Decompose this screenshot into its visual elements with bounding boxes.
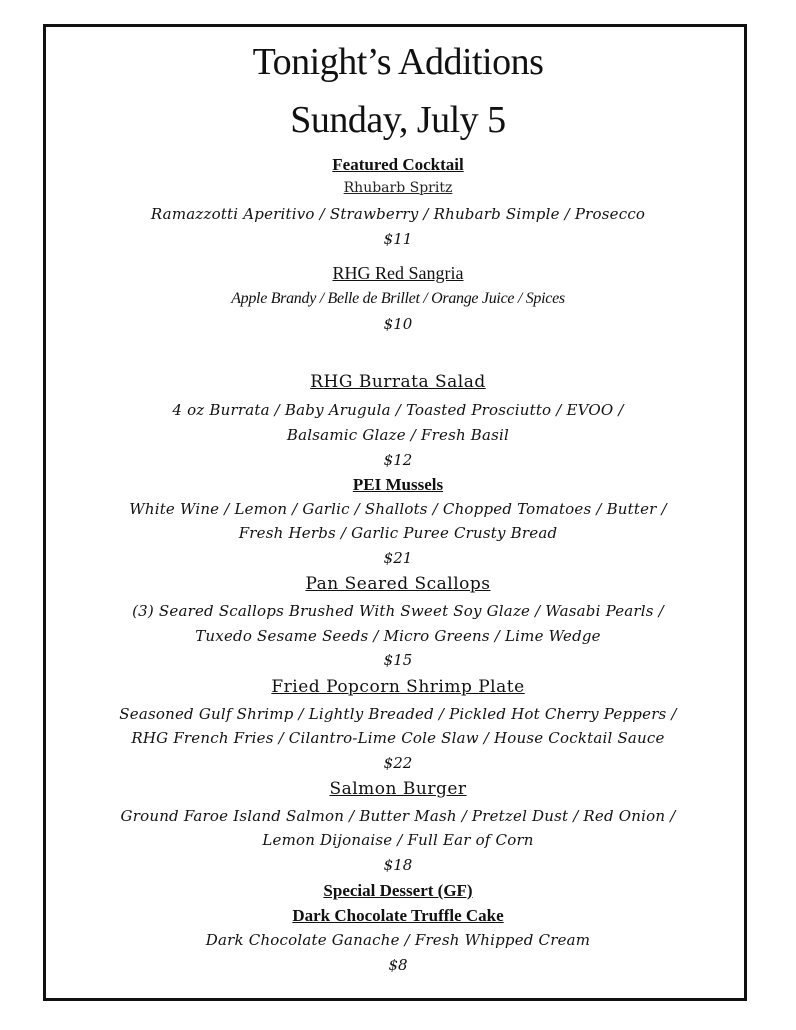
shrimp-description-2: RHG French Fries / Cilantro-Lime Cole Slaw / House Cocktail Sauce xyxy=(131,729,665,747)
salmon-price: $18 xyxy=(383,856,413,874)
mussels-description-1: White Wine / Lemon / Garlic / Shallots / Chopped Tomatoes / Butter / xyxy=(129,500,667,518)
dessert-price: $8 xyxy=(388,956,408,974)
burrata-description-2: Balsamic Glaze / Fresh Basil xyxy=(286,426,510,444)
cocktail-name: Rhubarb Spritz xyxy=(343,180,453,196)
shrimp-heading: Fried Popcorn Shrimp Plate xyxy=(271,677,525,697)
sangria-description: Apple Brandy / Belle de Brillet / Orange Juice / Spices xyxy=(231,290,565,307)
cocktail-price: $11 xyxy=(383,230,413,248)
scallops-description-2: Tuxedo Sesame Seeds / Micro Greens / Lime Wedge xyxy=(195,627,601,645)
salmon-heading: Salmon Burger xyxy=(329,779,467,799)
scallops-description-1: (3) Seared Scallops Brushed With Sweet Soy Glaze / Wasabi Pearls / xyxy=(132,602,664,620)
cocktail-heading: Featured Cocktail xyxy=(332,155,464,174)
dessert-heading: Special Dessert (GF) xyxy=(323,881,473,900)
burrata-price: $12 xyxy=(383,451,413,469)
salmon-description-2: Lemon Dijonaise / Full Ear of Corn xyxy=(262,831,534,849)
mussels-description-2: Fresh Herbs / Garlic Puree Crusty Bread xyxy=(238,524,558,542)
mussels-price: $21 xyxy=(383,549,413,567)
scallops-heading: Pan Seared Scallops xyxy=(305,574,491,594)
shrimp-price: $22 xyxy=(383,754,413,772)
burrata-description-1: 4 oz Burrata / Baby Arugula / Toasted Prosciutto / EVOO / xyxy=(172,401,624,419)
salmon-description-1: Ground Faroe Island Salmon / Butter Mash / Pretzel Dust / Red Onion / xyxy=(120,807,676,825)
dessert-description: Dark Chocolate Ganache / Fresh Whipped Cream xyxy=(205,931,591,949)
burrata-heading: RHG Burrata Salad xyxy=(310,372,486,392)
sangria-price: $10 xyxy=(383,315,413,333)
dessert-name: Dark Chocolate Truffle Cake xyxy=(292,906,504,925)
sangria-heading: RHG Red Sangria xyxy=(332,263,464,283)
page-date: Sunday, July 5 xyxy=(290,99,506,141)
scallops-price: $15 xyxy=(383,651,413,669)
mussels-heading: PEI Mussels xyxy=(352,475,444,494)
page-title: Tonight’s Additions xyxy=(252,41,544,83)
cocktail-description: Ramazzotti Aperitivo / Strawberry / Rhubarb Simple / Prosecco xyxy=(150,205,646,223)
shrimp-description-1: Seasoned Gulf Shrimp / Lightly Breaded / Pickled Hot Cherry Peppers / xyxy=(119,705,677,723)
